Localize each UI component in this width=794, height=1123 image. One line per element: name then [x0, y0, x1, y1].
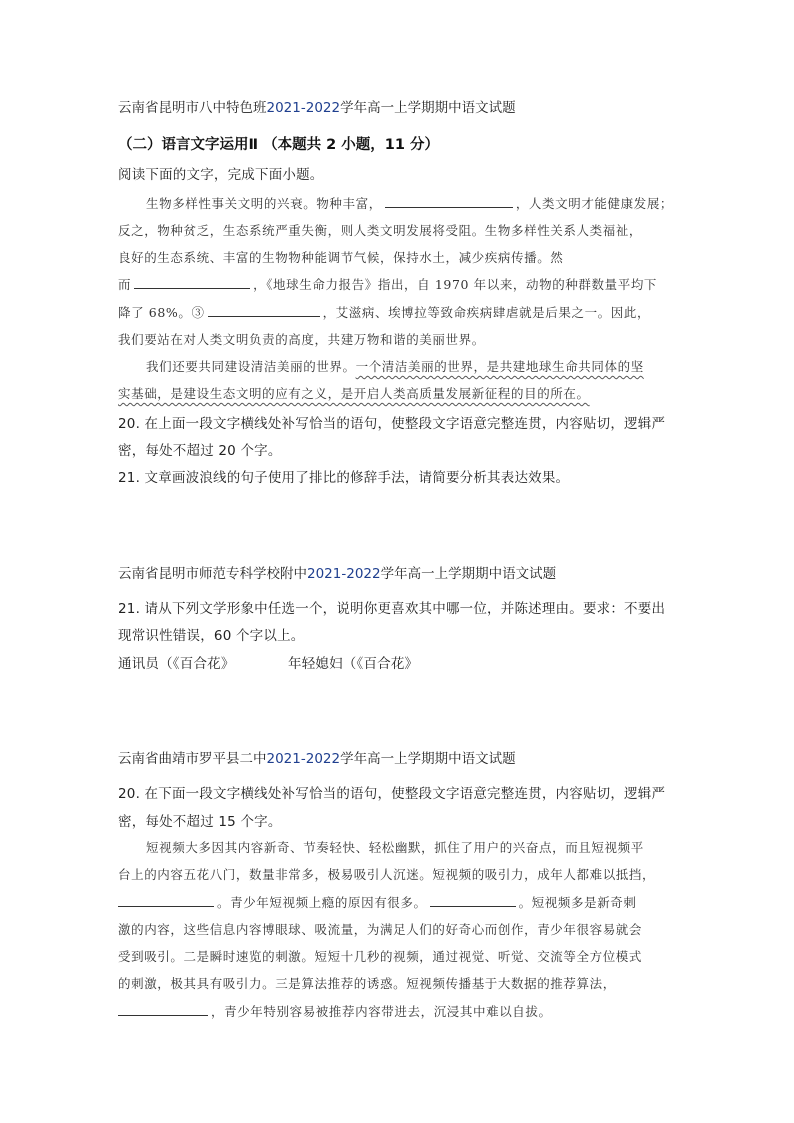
answer-blank-2[interactable]: [134, 276, 250, 289]
answer-blank-2[interactable]: [430, 894, 516, 907]
question-20-cont: 密，每处不超过 15 个字。: [118, 814, 282, 830]
wavy-underlined-sentence: 一个清洁美丽的世界，是共建地球生命共同体的坚: [355, 359, 644, 374]
passage-text: ，人类文明才能健康发展；: [515, 196, 674, 211]
question-20: 20. 在下面一段文字横线处补写恰当的语句，使整段文字语意完整连贯，内容贴切，逻辑严: [118, 786, 666, 802]
passage-text: 而: [118, 277, 132, 292]
source-school: 云南省昆明市师范专科学校附中: [118, 566, 307, 582]
answer-blank-3[interactable]: [118, 1003, 208, 1016]
passage-line: 的刺激，极其具有吸引力。三是算法推荐的诱惑。短视频传播基于大数据的推荐算法，: [118, 976, 616, 991]
source-line-3: [118, 747, 516, 767]
source-year: 2021-2022: [307, 566, 381, 582]
passage-line: [118, 893, 637, 911]
source-school: 云南省曲靖市罗平县二中: [118, 751, 267, 767]
passage-line: [118, 384, 590, 402]
passage-line: 反之，物种贫乏，生态系统严重失衡，则人类文明发展将受阻。生物多样性关系人类福祉，: [118, 223, 643, 238]
passage-line: 台上的内容五花八门，数量非常多，极易吸引人沉迷。短视频的吸引力，成年人都难以抵挡，: [118, 867, 656, 882]
passage-line: 受到吸引。二是瞬时速览的刺激。短短十几秒的视频，通过视觉、听觉、交流等全方位模式: [118, 949, 643, 964]
passage-line: 短视频大多因其内容新奇、节奏轻快、轻松幽默，抓住了用户的兴奋点，而且短视频平: [146, 840, 644, 855]
source-line-2: [118, 562, 556, 582]
wavy-underlined-sentence: 实基础，是建设生态文明的应有之义，是开启人类高质量发展新征程的目的所在。: [118, 386, 590, 401]
source-line-1: [118, 96, 516, 116]
passage-line: [118, 275, 657, 293]
passage-line: [146, 194, 673, 212]
answer-blank-1[interactable]: [118, 894, 214, 907]
source-suffix: 学年高一上学期期中语文试题: [380, 566, 557, 582]
passage-line: [118, 303, 650, 321]
passage-text: ，青少年特别容易被推荐内容带进去，沉浸其中难以自拔。: [211, 1004, 552, 1019]
answer-blank-3[interactable]: [208, 304, 320, 317]
source-suffix: 学年高一上学期期中语文试题: [340, 751, 516, 767]
passage-text: ，艾滋病、埃博拉等致命疾病肆虐就是后果之一。因此，: [322, 305, 651, 320]
question-20: 20. 在上面一段文字横线处补写恰当的语句，使整段文字语意完整连贯，内容贴切，逻辑严: [118, 416, 666, 432]
character-option-1: 通讯员（《百合花》: [118, 656, 235, 672]
question-21: 21. 请从下列文学形象中任选一个，说明你更喜欢其中哪一位，并陈述理由。要求：不要出: [118, 601, 666, 617]
passage-text: 我们还要共同建设清洁美丽的世界。: [146, 359, 356, 374]
passage-text: ，《地球生命力报告》指出，自 1970 年以来，动物的种群数量平均下: [253, 277, 658, 292]
question-21-cont: 现常识性错误，60 个字以上。: [118, 628, 305, 644]
passage-text: 降了 68%。③: [118, 305, 205, 320]
question-20-cont: 密，每处不超过 20 个字。: [118, 443, 282, 459]
passage-line: 良好的生态系统、丰富的生物物种能调节气候，保持水土，减少疾病传播。然: [118, 250, 564, 265]
section-heading: （二）语言文字运用Ⅱ （本题共 2 小题，11 分）: [118, 137, 440, 153]
passage-line: [118, 1002, 552, 1020]
answer-blank-1[interactable]: [385, 195, 513, 208]
instruction: 阅读下面的文字，完成下面小题。: [118, 167, 324, 183]
source-year: 2021-2022: [266, 751, 341, 767]
passage-line: 激的内容，这些信息内容博眼球、吸流量，为满足人们的好奇心而创作，青少年很容易就会: [118, 922, 643, 937]
passage-text: 生物多样性事关文明的兴衰。物种丰富，: [146, 196, 382, 211]
character-option-2: 年轻媳妇（《百合花》: [288, 656, 419, 672]
source-year: 2021-2022: [266, 100, 341, 116]
passage-text: 。青少年短视频上瘾的原因有很多。: [217, 895, 427, 910]
source-suffix: 学年高一上学期期中语文试题: [340, 100, 516, 116]
passage-line: 我们要站在对人类文明负责的高度，共建万物和谐的美丽世界。: [118, 332, 485, 347]
passage-line: [146, 357, 644, 375]
source-school: 云南省昆明市八中特色班: [118, 100, 267, 116]
question-21: 21. 文章画波浪线的句子使用了排比的修辞手法，请简要分析其表达效果。: [118, 470, 570, 486]
passage-text: 。短视频多是新奇刺: [518, 895, 637, 910]
